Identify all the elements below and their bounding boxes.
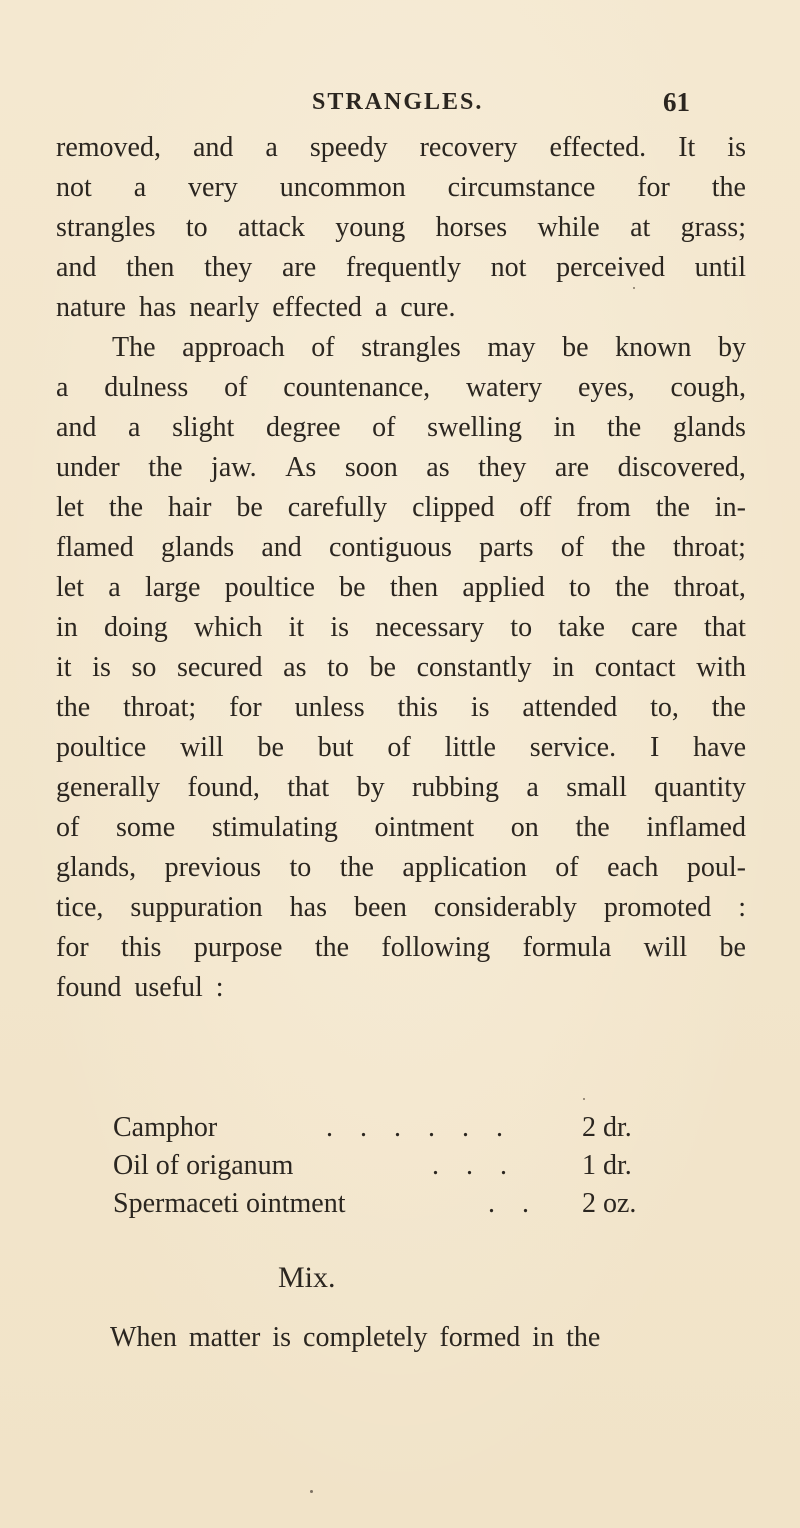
word: in <box>552 652 575 683</box>
word: horses <box>435 212 508 243</box>
word: young <box>335 212 406 243</box>
word: attack <box>238 212 305 243</box>
word: by <box>356 772 385 803</box>
word: approach <box>182 332 285 363</box>
word: discovered, <box>617 452 746 483</box>
word: circumstance <box>447 172 596 203</box>
text-line <box>56 648 746 688</box>
word: a <box>108 572 121 603</box>
word: be <box>257 732 284 763</box>
word: clipped <box>412 492 495 523</box>
word: and <box>192 132 234 163</box>
word: the <box>711 172 746 203</box>
word: poul- <box>686 852 746 883</box>
text-line <box>56 728 746 768</box>
word: the <box>615 572 650 603</box>
word: has <box>289 892 327 923</box>
word: The <box>112 332 156 363</box>
word: to <box>289 852 312 883</box>
word: by <box>717 332 746 363</box>
word: each <box>607 852 659 883</box>
word: contiguous <box>329 532 452 563</box>
word: eyes, <box>577 372 635 403</box>
word: and <box>56 412 97 443</box>
text-line: nature has nearly effected a cure. <box>56 292 456 323</box>
word: throat; <box>123 692 197 723</box>
word: jaw. <box>211 452 257 483</box>
word: little <box>444 732 496 763</box>
word: which <box>193 612 263 643</box>
word: the <box>655 492 690 523</box>
word: considerably <box>433 892 577 923</box>
word: of <box>56 812 80 843</box>
word: suppuration <box>130 892 263 923</box>
word: known <box>615 332 692 363</box>
word: perceived <box>556 252 665 283</box>
word: ointment <box>374 812 475 843</box>
formula-ingredient: Camphor <box>113 1112 218 1143</box>
text-line <box>56 808 746 848</box>
word: application <box>402 852 527 883</box>
word: in- <box>714 492 746 523</box>
word: the <box>56 692 91 723</box>
word: quantity <box>654 772 746 803</box>
formula-amount: 2 dr. <box>582 1112 632 1143</box>
formula-ingredient: Spermaceti ointment <box>113 1188 346 1219</box>
word: it <box>56 652 72 683</box>
word: glands <box>672 412 746 443</box>
text-line <box>56 528 746 568</box>
word: the <box>148 452 183 483</box>
text-line <box>56 848 746 888</box>
running-head <box>0 84 800 120</box>
text-line <box>56 888 746 928</box>
text-line <box>56 928 746 968</box>
text-line <box>56 768 746 808</box>
word: speedy <box>309 132 388 163</box>
word: formula <box>522 932 612 963</box>
word: to, <box>650 692 679 723</box>
word: poultice <box>224 572 315 603</box>
word: be <box>236 492 263 523</box>
word: recovery <box>419 132 518 163</box>
word: a <box>128 412 141 443</box>
word: with <box>696 652 746 683</box>
text-line <box>56 248 746 288</box>
formula-ingredient: Oil of origanum <box>113 1150 294 1181</box>
word: a <box>526 772 539 803</box>
word: to <box>185 212 208 243</box>
word: inflamed <box>646 812 746 843</box>
word: small <box>566 772 627 803</box>
word: As <box>285 452 317 483</box>
text-line <box>56 448 746 488</box>
word: purpose <box>193 932 283 963</box>
text-line <box>56 208 746 248</box>
word: found, <box>187 772 260 803</box>
paper-speck <box>310 1490 313 1493</box>
page-number: 61 <box>663 87 690 117</box>
paper-speck <box>633 287 635 289</box>
word: under <box>56 452 120 483</box>
word: watery <box>465 372 543 403</box>
word: in <box>56 612 78 643</box>
word: grass; <box>680 212 746 243</box>
word: the <box>339 852 374 883</box>
word: generally <box>56 772 161 803</box>
word: they <box>204 252 253 283</box>
word: effected. <box>549 132 647 163</box>
word: hair <box>167 492 212 523</box>
word: at <box>630 212 651 243</box>
word: they <box>478 452 527 483</box>
formula-leader: . . . . . . <box>326 1112 513 1143</box>
word: countenance, <box>283 372 431 403</box>
word: cough, <box>670 372 746 403</box>
word: It <box>678 132 696 163</box>
word: that <box>703 612 746 643</box>
formula-leader: . . . <box>432 1150 517 1181</box>
word: to <box>510 612 533 643</box>
word: of <box>311 332 335 363</box>
formula-leader: . . <box>488 1188 539 1219</box>
word: the <box>575 812 610 843</box>
word: will <box>180 732 224 763</box>
word: but <box>317 732 354 763</box>
word: carefully <box>287 492 388 523</box>
word: uncommon <box>279 172 406 203</box>
paper-speck <box>583 1098 585 1100</box>
word: and <box>261 532 302 563</box>
word: for <box>56 932 89 963</box>
word: glands <box>160 532 235 563</box>
word: promoted <box>603 892 712 923</box>
text-line <box>56 168 746 208</box>
word: removed, <box>56 132 161 163</box>
text-line <box>56 128 746 168</box>
body-paragraphs <box>56 128 746 1008</box>
word: been <box>353 892 407 923</box>
word: be <box>339 572 366 603</box>
word: let <box>56 492 84 523</box>
word: while <box>537 212 600 243</box>
word: : <box>738 892 746 923</box>
word: a <box>265 132 278 163</box>
word: degree <box>265 412 341 443</box>
word: then <box>389 572 439 603</box>
word: contact <box>594 652 676 683</box>
word: tice, <box>56 892 104 923</box>
word: the <box>611 532 646 563</box>
word: glands, <box>56 852 137 883</box>
closing-line: When matter is completely formed in the <box>110 1322 601 1353</box>
word: the <box>711 692 746 723</box>
word: are <box>554 452 590 483</box>
text-line <box>56 568 746 608</box>
word: this <box>121 932 162 963</box>
word: on <box>510 812 539 843</box>
formula-amount: 1 dr. <box>582 1150 632 1181</box>
word: as <box>426 452 450 483</box>
word: the <box>314 932 350 963</box>
word: of <box>372 412 396 443</box>
word: applied <box>462 572 545 603</box>
text-line: found useful : <box>56 972 224 1003</box>
text-line <box>56 328 746 368</box>
word: that <box>287 772 330 803</box>
word: throat, <box>673 572 746 603</box>
word: is <box>470 692 490 723</box>
word: be <box>719 932 746 963</box>
word: may <box>487 332 536 363</box>
word: necessary <box>375 612 485 643</box>
word: are <box>281 252 317 283</box>
word: poultice <box>56 732 147 763</box>
word: attended <box>522 692 618 723</box>
word: will <box>643 932 688 963</box>
word: not <box>490 252 527 283</box>
text-line <box>56 408 746 448</box>
text-line <box>56 608 746 648</box>
word: for <box>637 172 670 203</box>
word: for <box>229 692 262 723</box>
word: frequently <box>345 252 461 283</box>
word: dulness <box>104 372 189 403</box>
word: following <box>381 932 491 963</box>
word: the <box>108 492 144 523</box>
text-line <box>56 368 746 408</box>
word: is <box>330 612 350 643</box>
word: from <box>576 492 631 523</box>
word: of <box>555 852 579 883</box>
word: so <box>131 652 157 683</box>
word: to <box>327 652 349 683</box>
word: be <box>562 332 589 363</box>
word: be <box>369 652 396 683</box>
word: parts <box>479 532 534 563</box>
word: not <box>56 172 92 203</box>
word: strangles <box>361 332 461 363</box>
word: off <box>519 492 552 523</box>
word: secured <box>177 652 263 683</box>
text-line <box>56 688 746 728</box>
word: and <box>56 252 97 283</box>
word: service. <box>529 732 617 763</box>
word: to <box>569 572 591 603</box>
word: it <box>288 612 305 643</box>
word: stimulating <box>211 812 338 843</box>
formula-amount: 2 oz. <box>582 1188 637 1219</box>
word: as <box>283 652 307 683</box>
word: doing <box>103 612 168 643</box>
word: unless <box>294 692 365 723</box>
running-title: STRANGLES. <box>312 89 484 115</box>
word: is <box>727 132 746 163</box>
word: of <box>387 732 411 763</box>
word: a <box>133 172 147 203</box>
word: the <box>606 412 642 443</box>
word: of <box>224 372 248 403</box>
word: I <box>649 732 660 763</box>
word: strangles <box>56 212 156 243</box>
word: throat; <box>672 532 746 563</box>
word: rubbing <box>411 772 500 803</box>
formula-mix-instruction: Mix. <box>278 1261 336 1294</box>
word: is <box>92 652 111 683</box>
word: a <box>56 372 69 403</box>
word: care <box>631 612 678 643</box>
word: swelling <box>427 412 522 443</box>
word: previous <box>164 852 262 883</box>
word: very <box>188 172 238 203</box>
word: let <box>56 572 84 603</box>
word: large <box>144 572 201 603</box>
word: then <box>126 252 175 283</box>
word: some <box>116 812 176 843</box>
word: flamed <box>56 532 134 563</box>
word: constantly <box>416 652 532 683</box>
word: until <box>694 252 746 283</box>
word: soon <box>344 452 398 483</box>
word: slight <box>172 412 235 443</box>
word: of <box>560 532 585 563</box>
text-line <box>56 488 746 528</box>
word: in <box>553 412 576 443</box>
word: this <box>397 692 438 723</box>
word: have <box>693 732 746 763</box>
word: take <box>558 612 605 643</box>
